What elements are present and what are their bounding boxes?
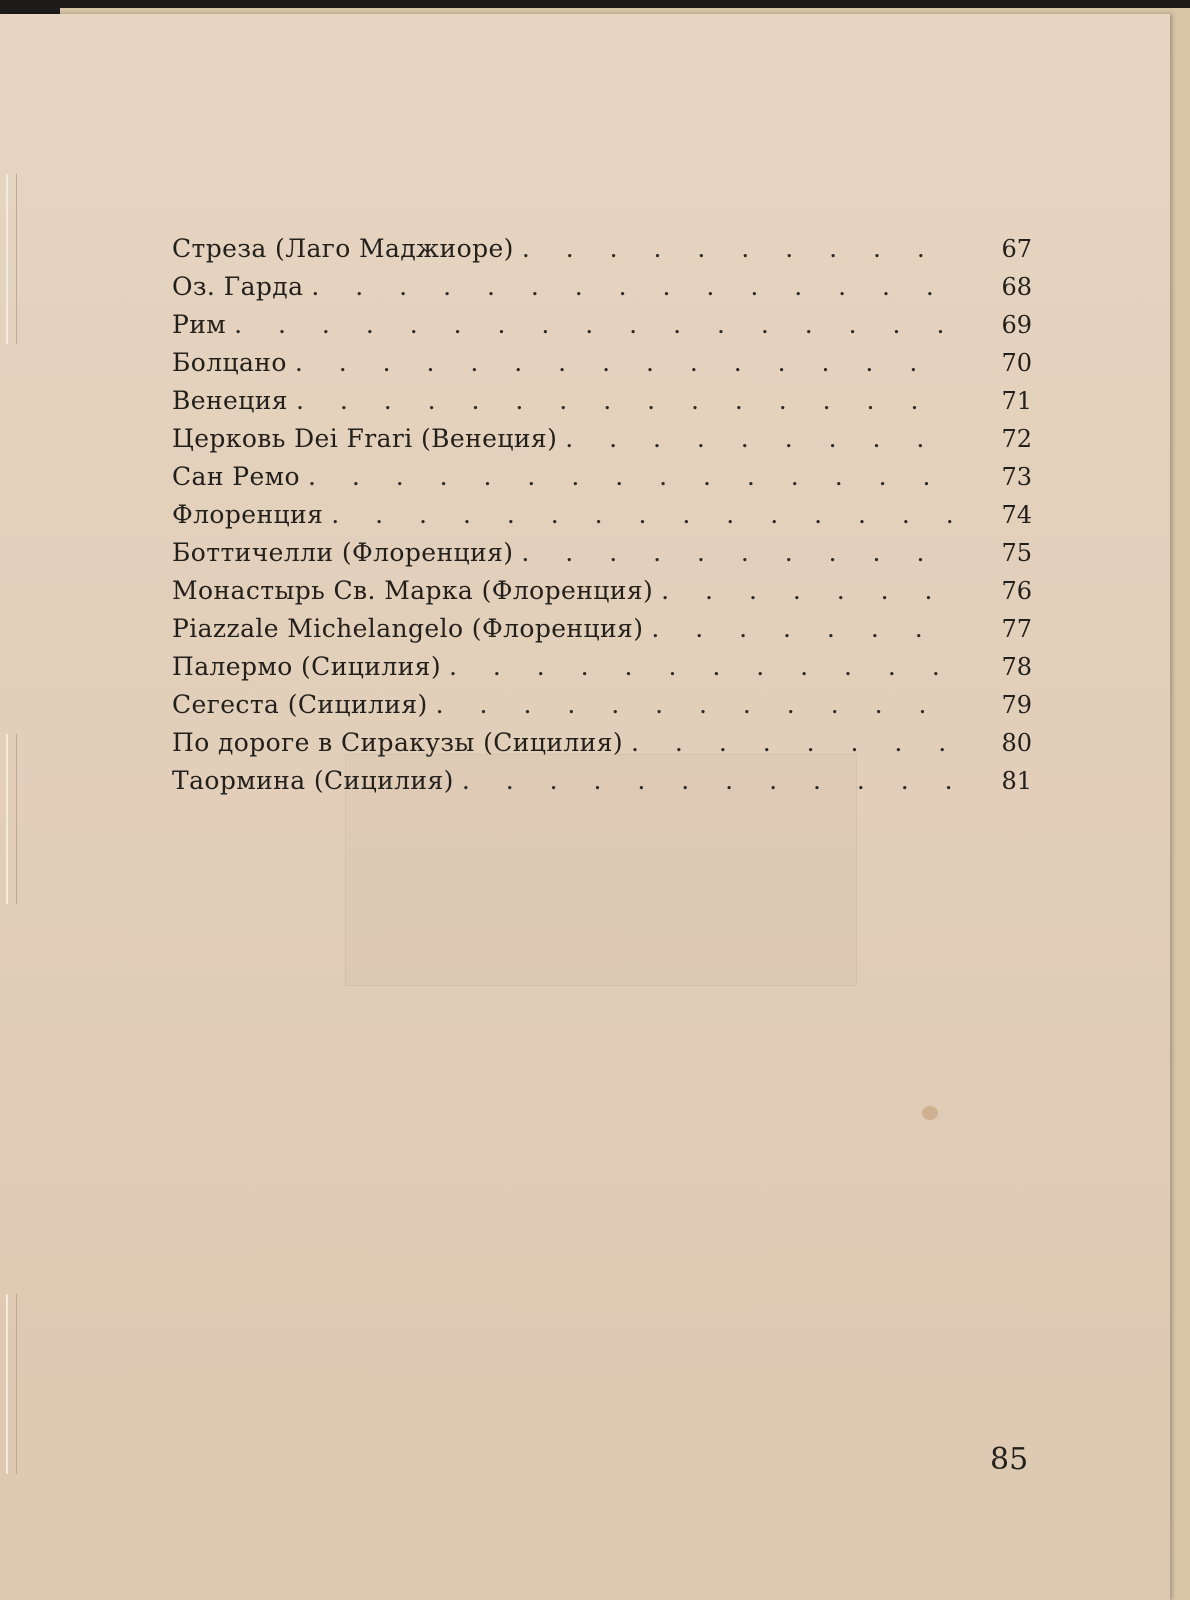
toc-entry-title: Боттичелли (Флоренция) — [172, 538, 514, 567]
toc-entry — [172, 690, 1032, 728]
dot-leader — [311, 272, 954, 301]
toc-entry-page: 77 — [1001, 615, 1032, 643]
toc-entry-title: Сегеста (Сицилия) — [172, 690, 428, 719]
dot-leader — [234, 310, 954, 339]
toc-entry-page: 69 — [1001, 311, 1032, 339]
toc-entry-title: Таормина (Сицилия) — [172, 766, 454, 795]
toc-entry-title: Палермо (Сицилия) — [172, 652, 441, 681]
toc-entry-page: 71 — [1001, 387, 1032, 415]
page-number: 85 — [990, 1442, 1029, 1477]
dot-leader — [565, 424, 954, 453]
toc-entry-page: 76 — [1001, 577, 1032, 605]
toc-entry-title: Piazzale Michelangelo (Флоренция) — [172, 614, 644, 643]
toc-entry-page: 78 — [1001, 653, 1032, 681]
toc-entry-title: Венеция — [172, 386, 288, 415]
dot-leader — [295, 348, 954, 377]
dot-leader — [462, 766, 954, 795]
book-page — [0, 14, 1170, 1600]
dot-leader — [296, 386, 954, 415]
toc-entry-title: Стреза (Лаго Маджиоре) — [172, 234, 514, 263]
toc-entry-title: Монастырь Св. Марка (Флоренция) — [172, 576, 654, 605]
toc-entry-title: Церковь Dei Frari (Венеция) — [172, 424, 558, 453]
toc-entry — [172, 348, 1032, 386]
toc-entry-title: По дороге в Сиракузы (Сицилия) — [172, 728, 624, 757]
toc-entry-page: 67 — [1001, 235, 1032, 263]
toc-entry — [172, 728, 1032, 766]
toc-entry-page: 72 — [1001, 425, 1032, 453]
binding-thread — [6, 734, 17, 904]
binding-thread — [6, 174, 17, 344]
binding-thread — [6, 1294, 17, 1474]
toc-entry — [172, 538, 1032, 576]
toc-entry-page: 81 — [1001, 767, 1032, 795]
toc-entry — [172, 462, 1032, 500]
toc-entry-page: 68 — [1001, 273, 1032, 301]
dot-leader — [436, 690, 954, 719]
toc-entry — [172, 576, 1032, 614]
dot-leader — [331, 500, 954, 529]
toc-entry-page: 79 — [1001, 691, 1032, 719]
dot-leader — [522, 234, 954, 263]
toc-entry — [172, 766, 1032, 804]
dot-leader — [521, 538, 954, 567]
dot-leader — [651, 614, 954, 643]
toc-entry-page: 73 — [1001, 463, 1032, 491]
toc-entry — [172, 500, 1032, 538]
toc-entry — [172, 614, 1032, 652]
toc-entry — [172, 652, 1032, 690]
toc-entry-page: 70 — [1001, 349, 1032, 377]
toc-entry-title: Болцано — [172, 348, 287, 377]
toc-entry-page: 74 — [1001, 501, 1032, 529]
toc-entry-title: Рим — [172, 310, 227, 339]
dot-leader — [631, 728, 954, 757]
paper-stain — [922, 1106, 938, 1120]
toc-entry-title: Оз. Гарда — [172, 272, 304, 301]
toc-entry — [172, 386, 1032, 424]
dot-leader — [661, 576, 954, 605]
toc-entry — [172, 310, 1032, 348]
dot-leader — [449, 652, 954, 681]
toc-entry — [172, 424, 1032, 462]
table-of-contents — [172, 234, 1032, 804]
toc-entry-title: Сан Ремо — [172, 462, 300, 491]
toc-entry-page: 80 — [1001, 729, 1032, 757]
toc-entry-page: 75 — [1001, 539, 1032, 567]
toc-entry-title: Флоренция — [172, 500, 324, 529]
toc-entry — [172, 234, 1032, 272]
dot-leader — [308, 462, 954, 491]
toc-entry — [172, 272, 1032, 310]
